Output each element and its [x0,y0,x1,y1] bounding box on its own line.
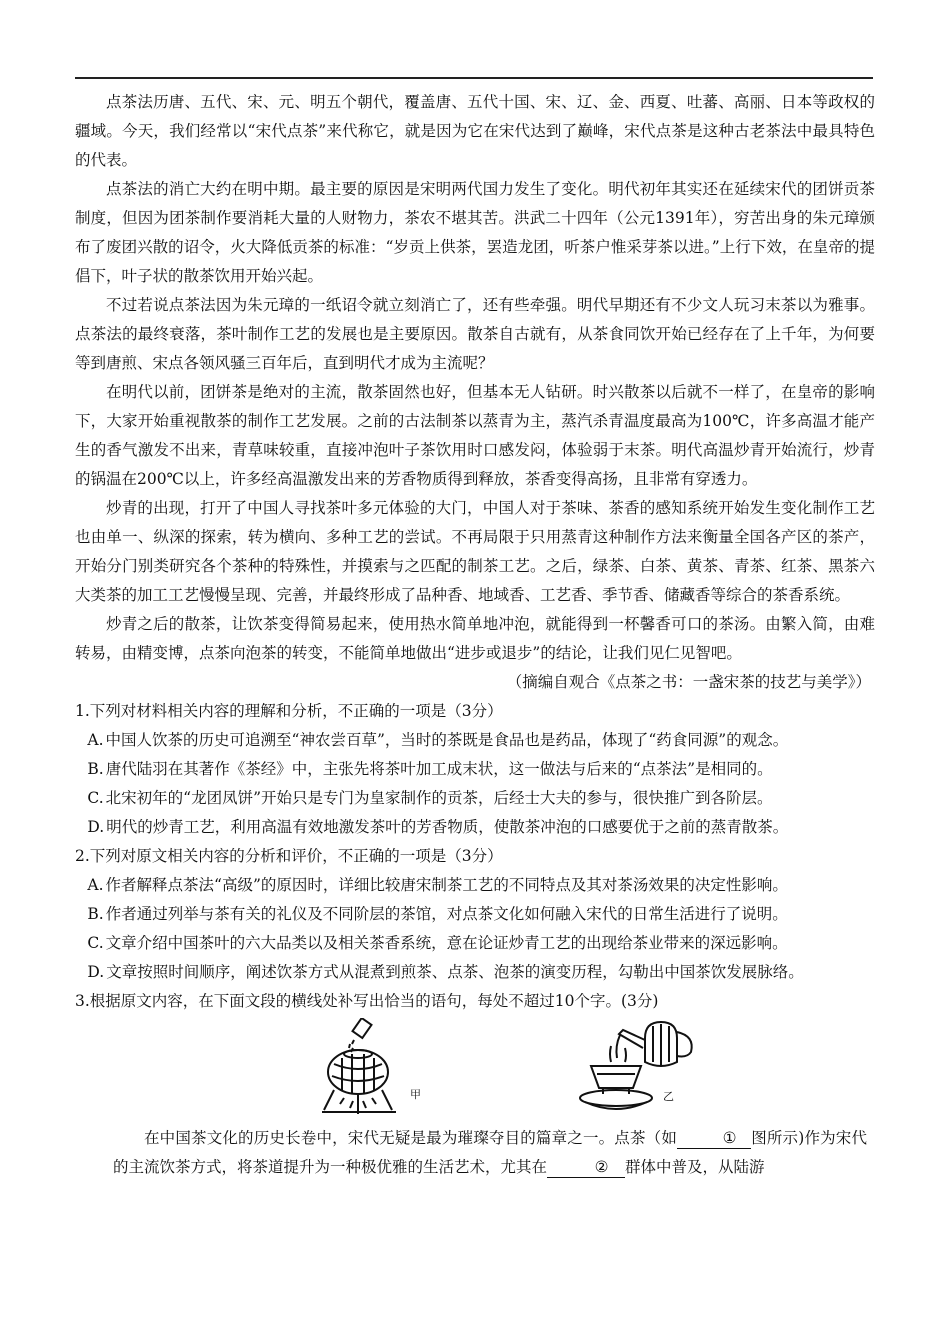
figure-b-pour-tea-drawing [545,1018,715,1122]
paragraph-5: 炒青的出现，打开了中国人寻找茶叶多元体验的大门，中国人对于茶味、茶香的感知系统开始发生变化制作工艺也由单一、纵深的探索，转为横向、多种工艺的尝试。不再局限于只用蒸青这种制作方法来衡量全国各产区的茶产，开始分门别类研究各个茶种的特殊性，并摸索与之匹配的制茶工艺。之后，绿茶、白茶、黄茶、青茶、红茶、黑茶六大类茶的加工工艺慢慢呈现、完善，并最终形成了品种香、地域香、工艺香、季节香、储藏香等综合的茶香系统。 [75,499,875,604]
paragraph-3: 不过若说点茶法因为朱元璋的一纸诏令就立刻消亡了，还有些牵强。明代早期还有不少文人玩习末茶以为雅事。点茶法的最终衰落，茶叶制作工艺的发展也是主要原因。散茶自古就有，从茶食同饮开始已经存在了上千年，为何要等到唐煎、宋点各领风骚三百年后，直到明代才成为主流呢？ [75,296,875,372]
figure-b-label: 乙 [663,1090,674,1103]
tea-illustration [75,1016,875,1124]
question-1-option-d: D. 明代的炒青工艺，利用高温有效地激发茶叶的芳香物质，使散茶冲泡的口感要优于之前的蒸青散茶。 [87,818,789,836]
question-1-option-c: C. 北宋初年的“龙团凤饼”开始只是专门为皇家制作的贡茶，后经士大夫的参与，很快推广到各阶层。 [87,789,773,807]
question-2-option-b: B. 作者通过列举与茶有关的礼仪及不同阶层的茶馆，对点茶文化如何融入宋代的日常生活进行了说明。 [87,905,788,923]
source-citation: （摘编自观合《点茶之书：一盏宋茶的技艺与美学》） [506,673,871,691]
paragraph-1: 点茶法历唐、五代、宋、元、明五个朝代，覆盖唐、五代十国、宋、辽、金、西夏、吐蕃、高丽、日本等政权的疆域。今天，我们经常以“宋代点茶”来代称它，就是因为它在宋代达到了巅峰，宋代点茶是这种古老茶法中最具特色的代表。 [75,93,875,169]
question-2-option-d: D. 文章按照时间顺序，阐述饮茶方式从混煮到煎茶、点茶、泡茶的演变历程，勾勒出中国茶饮发展脉络。 [87,963,804,981]
blank-2[interactable]: ② [547,1157,625,1178]
question-1-option-a: A. 中国人饮茶的历史可追溯至“神农尝百草”，当时的茶既是食品也是药品，体现了“药食同源”的观念。 [87,731,789,749]
figure-a-whisk-tea-drawing [320,1018,440,1122]
document-body [75,88,875,1182]
question-2-option-c: C. 文章介绍中国茶叶的六大品类以及相关茶香系统，意在论证炒青工艺的出现给茶业带来的深远影响。 [87,934,788,952]
paragraph-2: 点茶法的消亡大约在明中期。最主要的原因是宋明两代国力发生了变化。明代初年其实还在延续宋代的团饼贡茶制度，但因为团茶制作要消耗大量的人财物力，茶农不堪其苦。洪武二十四年（公元1391年），穷苦出身的朱元璋颁布了废团兴散的诏令，火大降低贡茶的标准：“岁贡上供茶，罢造龙团，听茶户惟采芽茶以进。”上行下效，在皇帝的提倡下，叶子状的散茶饮用开始兴起。 [75,180,875,285]
paragraph-6: 炒青之后的散茶，让饮茶变得简易起来，使用热水简单地冲泡，就能得到一杯馨香可口的茶汤。由繁入简，由难转易，由精变博，点茶向泡茶的转变，不能简单地做出“进步或退步”的结论，让我们见仁见智吧。 [75,615,875,662]
question-1-stem: 1.下列对材料相关内容的理解和分析，不正确的一项是（3分） [75,702,503,720]
figure-a-label: 甲 [410,1088,421,1101]
question-2-stem: 2.下列对原文相关内容的分析和评价，不正确的一项是（3分） [75,847,503,865]
question-2-option-a: A. 作者解释点茶法“高级”的原因时，详细比较唐宋制茶工艺的不同特点及其对茶汤效果的决定性影响。 [87,876,788,894]
header-rule [75,77,873,79]
question-3-stem: 3.根据原文内容，在下面文段的横线处补写出恰当的语句，每处不超过10个字。(3分) [75,992,659,1010]
blank-1[interactable]: ① [677,1128,751,1149]
paragraph-4: 在明代以前，团饼茶是绝对的主流，散茶固然也好，但基本无人钻研。时兴散茶以后就不一样了，在皇帝的影响下，大家开始重视散茶的制作工艺发展。之前的古法制茶以蒸青为主，蒸汽杀青温度最高为100℃，许多高温才能产生的香气激发不出来，青草味较重，直接冲泡叶子茶饮用时口感发闷，体验弱于末茶。明代高温炒青开始流行，炒青的锅温在200℃以上，许多经高温激发出来的芳香物质得到释放，茶香变得高扬，且非常有穿透力。 [75,383,875,488]
question-1-option-b: B. 唐代陆羽在其著作《茶经》中，主张先将茶叶加工成末状，这一做法与后来的“点茶法”是相同的。 [87,760,773,778]
fill-in-paragraph: 在中国茶文化的历史长卷中，宋代无疑是最为璀璨夺目的篇章之一。点茶（如 ① 图所示)作为宋代的主流饮茶方式，将茶道提升为一种极优雅的生活艺术，尤其在 ② 群体中普及，从陆游 [113,1129,867,1176]
